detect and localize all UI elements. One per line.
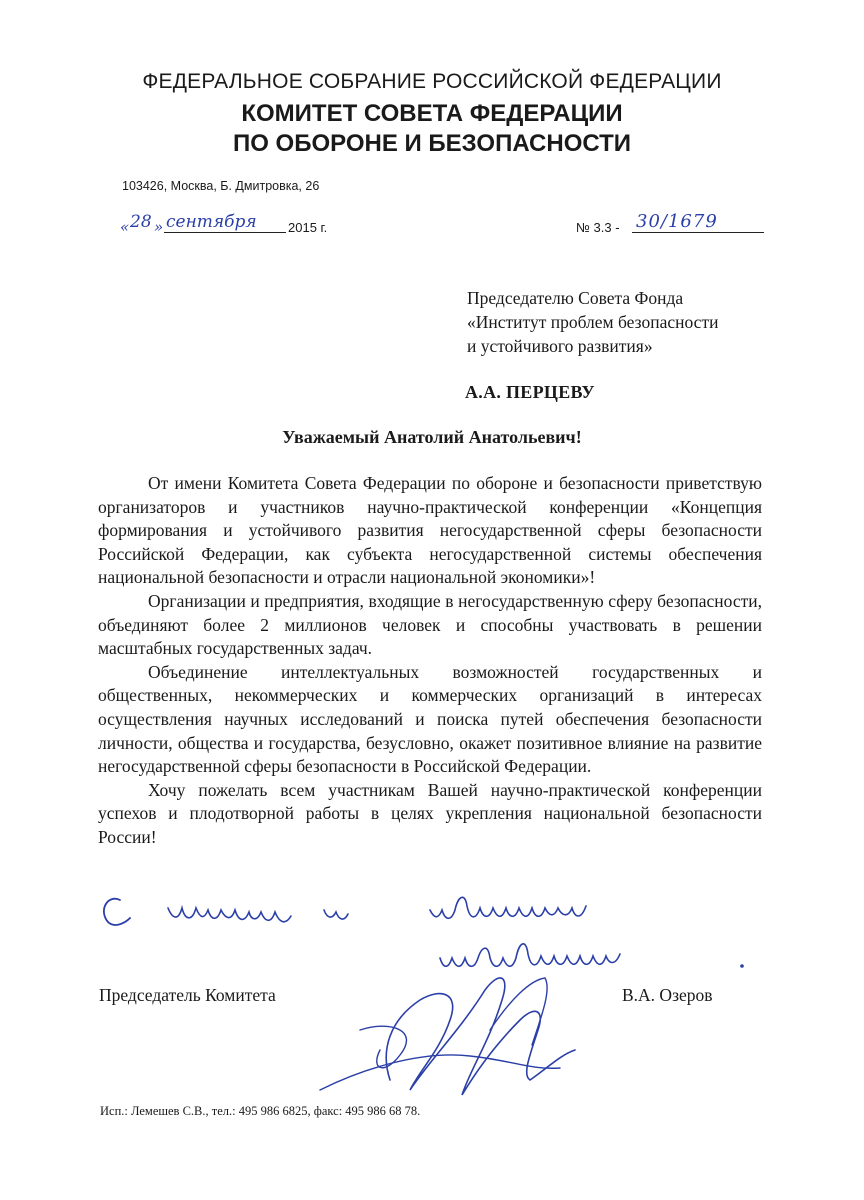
- salutation: Уважаемый Анатолий Анатольевич!: [282, 427, 582, 447]
- date-underline: [164, 232, 286, 233]
- date-quote-open: «: [120, 218, 130, 236]
- date-year: 2015 г.: [288, 220, 328, 235]
- body-paragraph-1: От имени Комитета Совета Федерации по обороне и безопасности приветствую организаторов и участников научно-практической конференции «Концепция формирования и устойчивого развития негосударственной сферы безопасности Российской Федерации, как субъекта негосударственной системы обеспечения национальной безопасности и отрасли национальной экономики»!: [98, 473, 762, 588]
- addressee-line-2: «Институт проблем безопасности: [467, 312, 719, 332]
- letter-body: [98, 472, 762, 850]
- recipient-name: А.А. ПЕРЦЕВУ: [465, 382, 595, 402]
- executor-contact: Исп.: Лемешев С.В., тел.: 495 986 6825, факс: 495 986 68 78.: [100, 1104, 421, 1118]
- body-paragraph-4: Хочу пожелать всем участникам Вашей научно-практической конференции успехов и плодотворной работы в целях укрепления национальной безопасности России!: [98, 779, 762, 847]
- date-month: сентября: [166, 212, 257, 232]
- date-number-row: [120, 212, 760, 238]
- body-paragraph-3: Объединение интеллектуальных возможностей государственных и общественных, некоммерческих и коммерческих организаций в интересах осуществления научных исследований и поиска путей обеспечения безопасности личности, общества и государства, безусловно, окажет позитивное влияние на развитие негосударственной сферы безопасности в Российской Федерации.: [98, 661, 762, 777]
- date-day: 28: [130, 212, 152, 232]
- addressee-line-1: Председателю Совета Фонда: [467, 288, 684, 308]
- document-number-prefix: № 3.3 -: [576, 220, 620, 235]
- committee-title-line-1: КОМИТЕТ СОВЕТА ФЕДЕРАЦИИ: [241, 100, 623, 127]
- number-underline: [632, 232, 764, 233]
- committee-title-line-2: ПО ОБОРОНЕ И БЕЗОПАСНОСТИ: [232, 130, 632, 157]
- committee-address: 103426, Москва, Б. Дмитровка, 26: [122, 179, 320, 193]
- document-number: 30/1679: [636, 211, 718, 232]
- signatory-name: В.А. Озеров: [622, 985, 713, 1005]
- signatory-title: Председатель Комитета: [99, 985, 276, 1005]
- date-quote-close: »: [154, 218, 164, 236]
- addressee-line-3: и устойчивого развития»: [467, 336, 653, 356]
- body-paragraph-2: Организации и предприятия, входящие в негосударственную сферу безопасности, объединяют более 2 миллионов человек и способны участвовать в решении масштабных государственных задач.: [98, 590, 762, 659]
- organization-title: ФЕДЕРАЛЬНОЕ СОБРАНИЕ РОССИЙСКОЙ ФЕДЕРАЦИИ: [142, 70, 722, 93]
